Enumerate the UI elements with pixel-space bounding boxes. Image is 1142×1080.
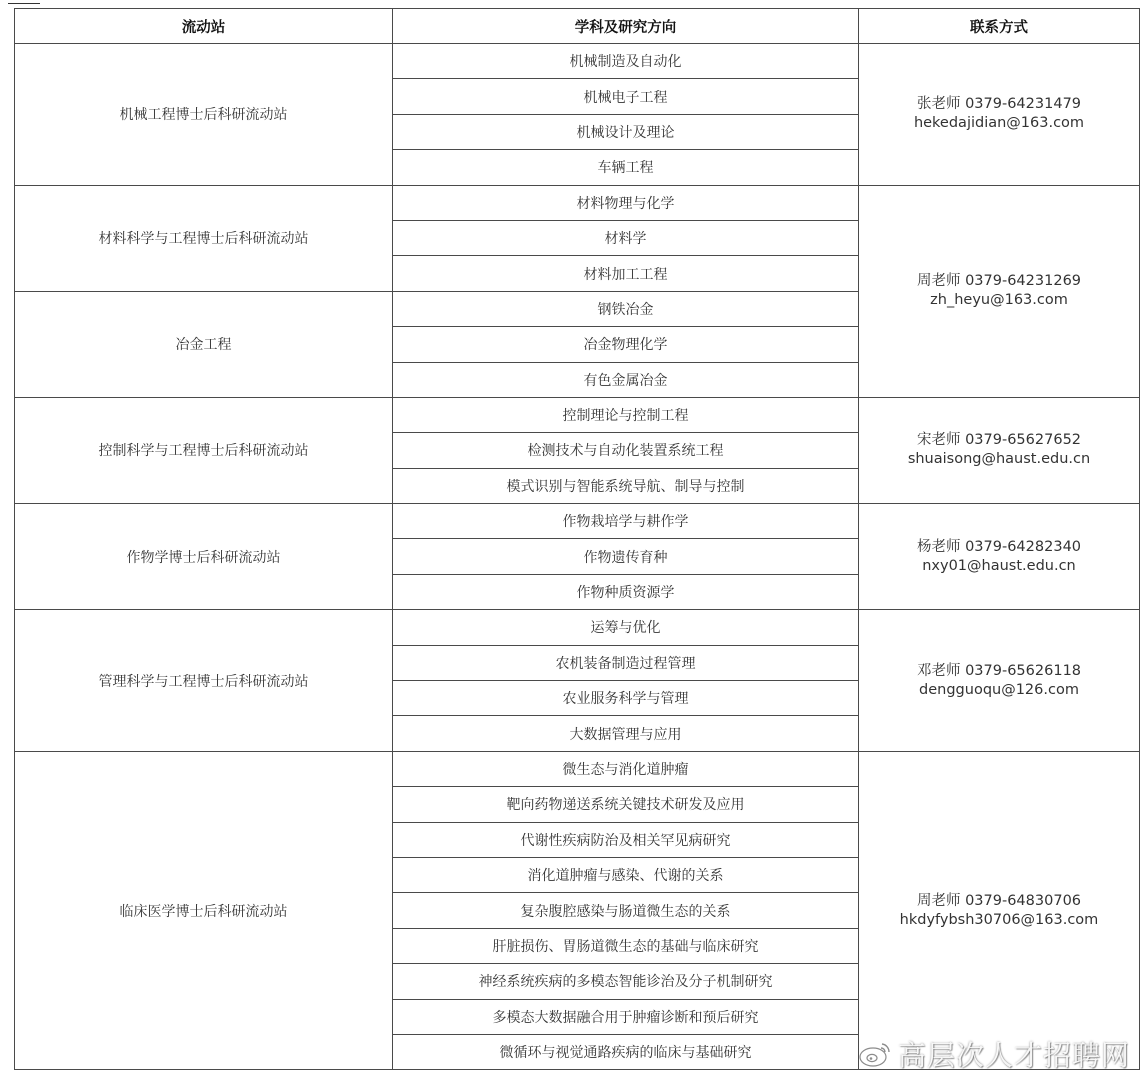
contact-email[interactable]: shuaisong@haust.edu.cn [907,451,1091,468]
contact-cell [859,610,1140,752]
contact-email[interactable]: zh_heyu@163.com [930,292,1068,309]
table-row [15,44,1140,79]
table-header-row [15,9,1140,44]
watermark-text: 高层次人才招聘网 [897,1039,1130,1072]
contact-person: 张老师 0379-64231479 [916,96,1082,113]
contact-cell [859,185,1140,397]
station-name: 冶金工程 [15,291,393,397]
discipline-cell: 作物栽培学与耕作学 [393,504,859,539]
header-discipline: 学科及研究方向 [393,9,859,44]
contact-cell [859,504,1140,610]
station-name: 控制科学与工程博士后科研流动站 [15,397,393,503]
discipline-cell: 复杂腹腔感染与肠道微生态的关系 [393,893,859,928]
table-row [15,185,1140,220]
contact-email[interactable]: nxy01@haust.edu.cn [922,557,1076,574]
discipline-cell: 材料物理与化学 [393,185,859,220]
contact-cell [859,751,1140,1070]
discipline-cell: 材料学 [393,220,859,255]
contact-cell [859,397,1140,503]
station-name: 管理科学与工程博士后科研流动站 [15,610,393,752]
discipline-cell: 作物种质资源学 [393,574,859,609]
station-name: 作物学博士后科研流动站 [15,504,393,610]
discipline-cell: 神经系统疾病的多模态智能诊治及分子机制研究 [393,964,859,999]
discipline-cell: 模式识别与智能系统导航、制导与控制 [393,468,859,503]
contact-email[interactable]: hkdyfybsh30706@163.com [899,911,1099,928]
discipline-cell: 运筹与优化 [393,610,859,645]
discipline-cell: 冶金物理化学 [393,327,859,362]
station-name: 材料科学与工程博士后科研流动站 [15,185,393,291]
discipline-cell: 靶向药物递送系统关键技术研发及应用 [393,787,859,822]
discipline-cell: 机械设计及理论 [393,114,859,149]
table-row [15,504,1140,539]
discipline-cell: 大数据管理与应用 [393,716,859,751]
discipline-cell: 钢铁冶金 [393,291,859,326]
header-contact: 联系方式 [859,9,1140,44]
discipline-cell: 肝脏损伤、胃肠道微生态的基础与临床研究 [393,928,859,963]
contact-person: 宋老师 0379-65627652 [916,432,1082,449]
discipline-cell: 微循环与视觉通路疾病的临床与基础研究 [393,1034,859,1069]
discipline-cell: 农业服务科学与管理 [393,681,859,716]
discipline-cell: 农机装备制造过程管理 [393,645,859,680]
header-station: 流动站 [15,9,393,44]
discipline-cell: 代谢性疾病防治及相关罕见病研究 [393,822,859,857]
cropped-section-heading [0,0,1142,8]
discipline-cell: 材料加工工程 [393,256,859,291]
table-row [15,610,1140,645]
contact-email[interactable]: dengguoqu@126.com [919,681,1079,698]
table-row [15,751,1140,786]
contact-cell [859,44,1140,186]
contact-email[interactable]: hekedajidian@163.com [913,115,1085,132]
contact-person: 周老师 0379-64830706 [916,892,1082,909]
discipline-cell: 多模态大数据融合用于肿瘤诊断和预后研究 [393,999,859,1034]
contact-person: 杨老师 0379-64282340 [916,538,1082,555]
postdoc-stations-table [14,8,1140,1070]
discipline-cell: 检测技术与自动化装置系统工程 [393,433,859,468]
discipline-cell: 机械电子工程 [393,79,859,114]
station-name: 临床医学博士后科研流动站 [15,751,393,1070]
discipline-cell: 有色金属冶金 [393,362,859,397]
discipline-cell: 车辆工程 [393,150,859,185]
discipline-cell: 控制理论与控制工程 [393,397,859,432]
discipline-cell: 机械制造及自动化 [393,44,859,79]
table-row [15,397,1140,432]
contact-person: 邓老师 0379-65626118 [916,662,1082,679]
discipline-cell: 微生态与消化道肿瘤 [393,751,859,786]
contact-person: 周老师 0379-64231269 [916,273,1082,290]
station-name: 机械工程博士后科研流动站 [15,44,393,186]
discipline-cell: 作物遗传育种 [393,539,859,574]
discipline-cell: 消化道肿瘤与感染、代谢的关系 [393,857,859,892]
